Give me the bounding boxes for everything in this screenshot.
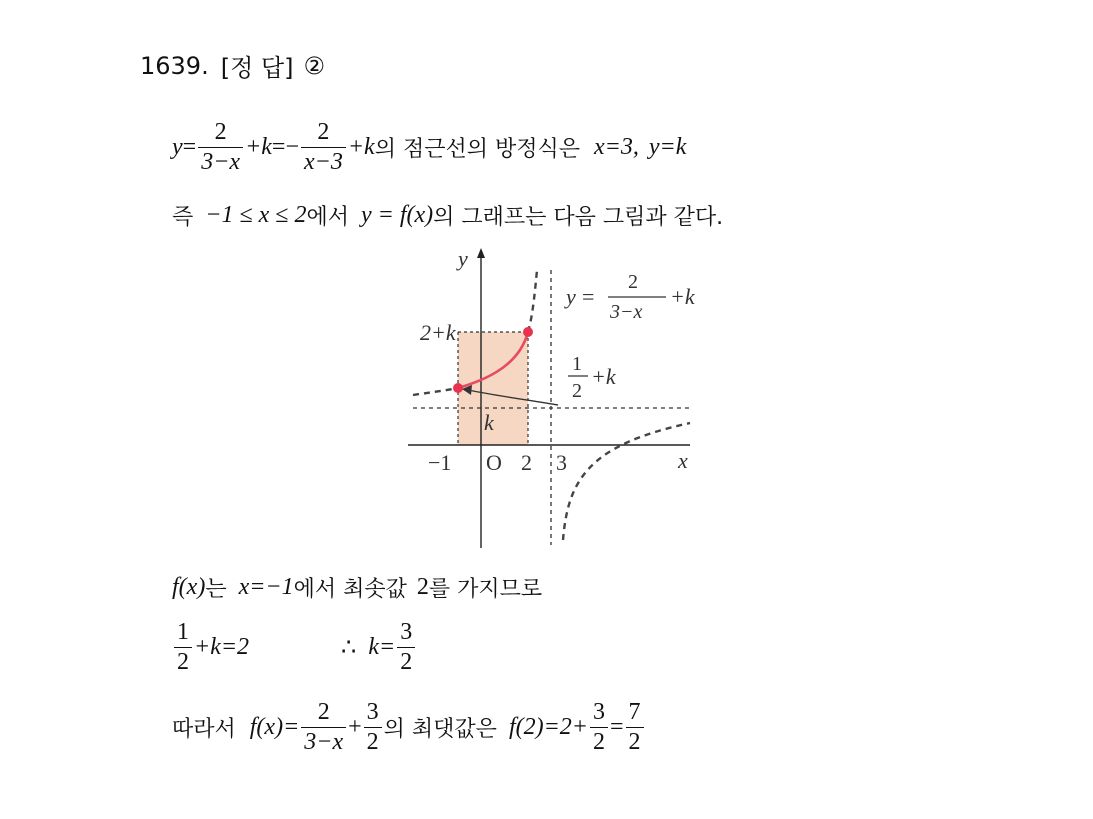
domain-line: 즉 −1 ≤ x ≤ 2 에서 y = f(x) 의 그래프는 다음 그림과 같다. bbox=[172, 202, 724, 230]
x-axis-label: x bbox=[678, 448, 688, 473]
asymptote-x: x=3, bbox=[593, 134, 639, 161]
minimum-line: f(x) 는 x=−1 에서 최솟값 2 를 가지므로 bbox=[172, 574, 543, 602]
fraction-2-over-3-minus-x: $\frac{2}{3-x}$ bbox=[198, 120, 243, 175]
curve-left-dashed bbox=[413, 388, 458, 395]
function-graph bbox=[398, 240, 708, 552]
fraction-2-over-3-minus-x-b: $\frac{2}{3-x}$ bbox=[301, 700, 346, 755]
curve-upper-dashed bbox=[528, 270, 537, 332]
answer-label: [정 답] bbox=[220, 54, 294, 82]
func-plus-k: +k bbox=[670, 284, 695, 309]
label-2-plus-k: 2+k bbox=[420, 320, 456, 345]
problem-header bbox=[140, 48, 325, 83]
maximum-line: 따라서 f(x)= $\frac{2}{3-x}$ + $\frac{3}{2}$ 의 최댓값은 f(2)=2+ $\frac{3}{2}$ = $\frac{7}{2}$ bbox=[172, 700, 646, 755]
asymptote-y: y=k bbox=[648, 134, 687, 161]
fraction-7-over-2: $\frac{7}{2}$ bbox=[626, 700, 644, 755]
y-axis-arrow bbox=[477, 248, 485, 258]
y-axis-label: y bbox=[458, 246, 468, 271]
solve-k-line: $\frac{1}{2}$ +k=2 ∴ k= $\frac{3}{2}$ bbox=[172, 620, 417, 675]
func-num: 2 bbox=[628, 271, 638, 293]
fraction-1-over-2: $\frac{1}{2}$ bbox=[174, 620, 192, 675]
func-y: y bbox=[566, 284, 576, 309]
problem-number: 1639. bbox=[140, 51, 209, 80]
fraction-3-over-2: $\frac{3}{2}$ bbox=[397, 620, 415, 675]
fraction-3-over-2-c: $\frac{3}{2}$ bbox=[590, 700, 608, 755]
fraction-3-over-2-b: $\frac{3}{2}$ bbox=[364, 700, 382, 755]
fraction-2-over-x-minus-3: $\frac{2}{x-3}$ bbox=[301, 120, 346, 175]
label-k: k bbox=[484, 410, 494, 435]
tick-3: 3 bbox=[556, 450, 567, 475]
func-eq: = bbox=[582, 284, 595, 309]
half-den: 2 bbox=[572, 380, 582, 402]
func-den: 3−x bbox=[610, 301, 643, 323]
tick-2: 2 bbox=[521, 450, 532, 475]
asymptote-line: y = $\frac{2}{3-x}$ +k =− $\frac{2}{x-3}$ +k 의 점근선의 방정식은 x=3, y=k bbox=[172, 119, 687, 176]
curve-right-dashed bbox=[563, 423, 690, 540]
origin-label: O bbox=[486, 450, 502, 475]
point-right bbox=[523, 327, 533, 337]
point-left bbox=[453, 383, 463, 393]
tick-minus1: −1 bbox=[428, 450, 452, 475]
answer-choice: ② bbox=[303, 51, 325, 80]
half-plus-k: +k bbox=[591, 364, 616, 389]
half-num: 1 bbox=[572, 353, 582, 375]
